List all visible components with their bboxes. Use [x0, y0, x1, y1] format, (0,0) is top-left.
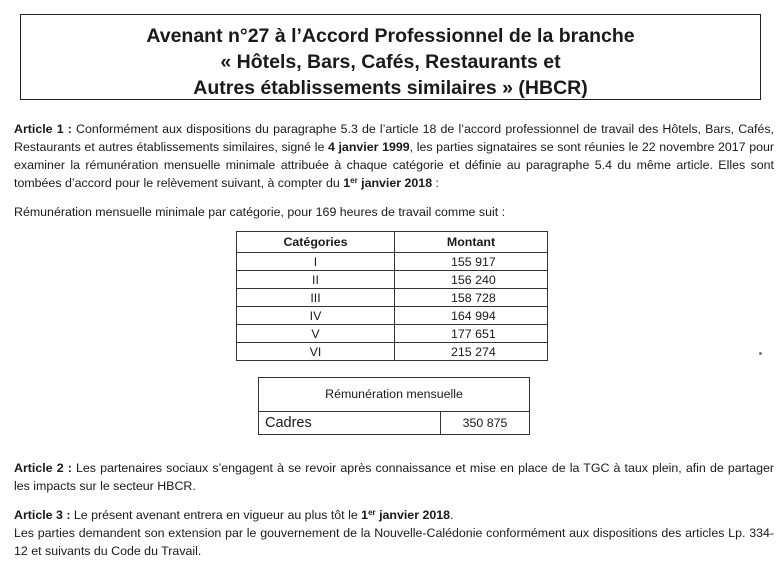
cadres-table-header: Rémunération mensuelle	[259, 378, 530, 412]
category-cell: V	[237, 325, 395, 343]
category-cell: IV	[237, 307, 395, 325]
cadres-table	[258, 377, 530, 435]
table-row	[237, 325, 548, 343]
article-1-label: Article 1 :	[14, 122, 72, 136]
amount-cell: 155 917	[395, 253, 548, 271]
category-cell: II	[237, 271, 395, 289]
amount-cell: 156 240	[395, 271, 548, 289]
cadres-value: 350 875	[441, 412, 530, 435]
table-intro: Rémunération mensuelle minimale par catégorie, pour 169 heures de travail comme suit :	[14, 205, 506, 219]
article-2-label: Article 2 :	[14, 461, 72, 475]
table-row	[237, 343, 548, 361]
article-1-date-signed: 4 janvier 1999	[327, 140, 410, 154]
article-1-effective-rest: janvier 2018	[357, 176, 433, 190]
category-cell: I	[237, 253, 395, 271]
category-cell: VI	[237, 343, 395, 361]
article-3-sup: er	[368, 508, 376, 517]
article-3-label: Article 3 :	[14, 508, 71, 522]
article-1-text-2: , les parties signataires se sont réunies le 22 novembre 2017 pour examiner la rémunération mensuelle minimale attribuée à chaque catégorie et définie au paragraphe 5.4 du même article. Elles sont tombées d’accord pour le relèvement suivant, à compter du	[14, 140, 774, 190]
table-row	[259, 412, 530, 435]
header-montant: Montant	[395, 232, 548, 253]
amount-cell: 177 651	[395, 325, 548, 343]
salary-table	[236, 231, 548, 361]
amount-cell: 215 274	[395, 343, 548, 361]
table-row	[237, 253, 548, 271]
article-1-paragraph	[14, 120, 774, 192]
article-1-effective-sup: er	[350, 176, 358, 185]
article-3-day: 1	[361, 508, 369, 522]
article-3-date-rest: janvier 2018	[375, 508, 451, 522]
amount-cell: 158 728	[395, 289, 548, 307]
article-1-effective-day: 1	[343, 176, 351, 190]
article-3-text-3: Les parties demandent son extension par le gouvernement de la Nouvelle-Calédonie conformément aux dispositions des articles Lp. 334-12 et suivants du Code du Travail.	[14, 526, 774, 558]
scan-speck	[759, 352, 762, 355]
header-categories: Catégories	[237, 232, 395, 253]
article-1-text-1: Conformément aux dispositions du paragraphe 5.3 de l’article 18 de l’accord professionnel de travail des Hôtels, Bars, Cafés, Restaurants et autres établissements similaires, signé le	[14, 122, 775, 154]
salary-table-header	[237, 232, 548, 253]
document-title-box	[20, 14, 761, 100]
table-row	[237, 271, 548, 289]
article-2-text: Les partenaires sociaux s’engagent à se revoir après connaissance et mise en place de la TGC à taux plein, afin de partager les impacts sur le secteur HBCR.	[14, 461, 775, 493]
amount-cell: 164 994	[395, 307, 548, 325]
article-1-text-3: :	[432, 176, 439, 190]
title-line-1: Avenant n°27 à l’Accord Professionnel de la branche	[146, 25, 635, 47]
category-cell: III	[237, 289, 395, 307]
article-3-paragraph	[14, 506, 774, 560]
article-2-paragraph	[14, 459, 774, 495]
article-3-text-1: Le présent avenant entrera en vigueur au plus tôt le	[70, 508, 362, 522]
title-line-3: Autres établissements similaires » (HBCR)	[193, 77, 588, 99]
title-line-2: « Hôtels, Bars, Cafés, Restaurants et	[220, 51, 561, 73]
table-row	[237, 289, 548, 307]
cadres-label: Cadres	[259, 412, 441, 435]
article-3-text-2: .	[450, 508, 454, 522]
table-row	[237, 307, 548, 325]
